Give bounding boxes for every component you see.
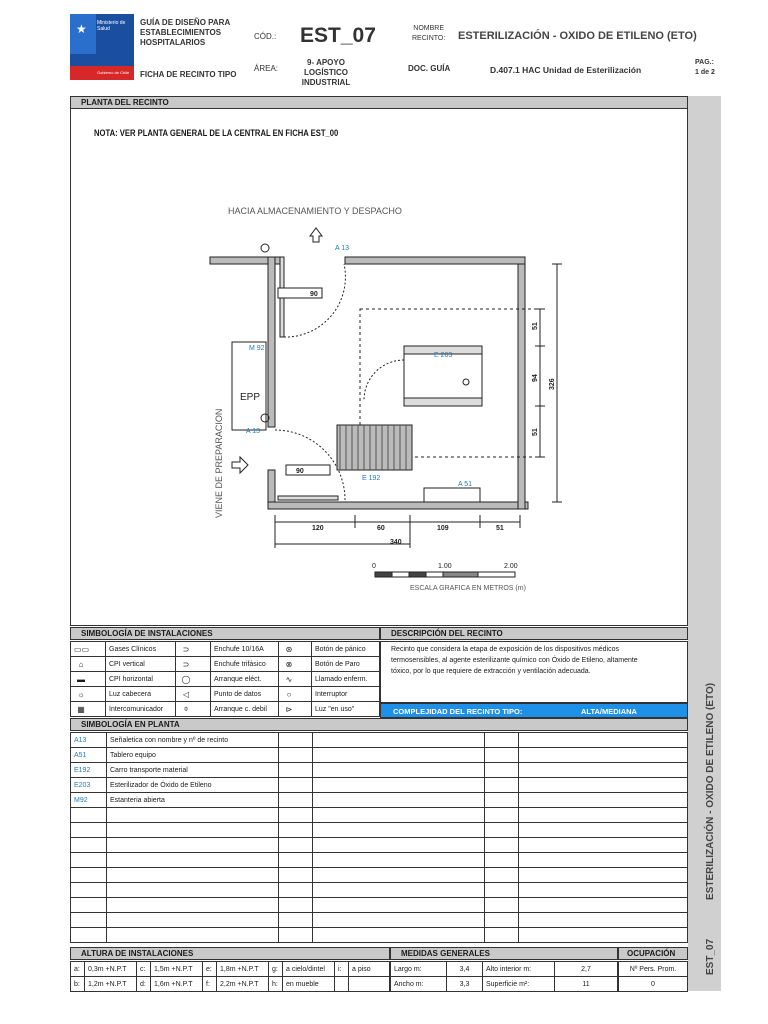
list-item xyxy=(71,868,688,883)
area-value: 9- APOYO LOGÍSTICO INDUSTRIAL xyxy=(301,58,351,87)
list-item xyxy=(71,853,688,868)
wall-bottom xyxy=(268,502,528,509)
svg-text:51: 51 xyxy=(532,428,539,436)
description-title: DESCRIPCIÓN DEL RECINTO xyxy=(380,627,688,640)
plan-symbology-title: SIMBOLOGÍA EN PLANTA xyxy=(70,718,688,731)
symbology-row: ▭▭ Gases Clínicos ⊃ Enchufe 10/16A ⊛ Botón de pánico xyxy=(71,642,380,657)
label-from-prep: VIENE DE PREPARACION xyxy=(214,408,224,518)
svg-text:90: 90 xyxy=(310,291,318,298)
occupation-table: Nº Pers. Prom. 0 xyxy=(618,961,688,992)
side-band-text: EST_07 ESTERILIZACIÓN - OXIDO DE ETILENO (ETO) xyxy=(705,682,716,975)
wall-right xyxy=(518,257,525,509)
cpi-vertical-icon: ⌂ xyxy=(78,659,84,669)
svg-text:109: 109 xyxy=(437,525,449,532)
heights-title: ALTURA DE INSTALACIONES xyxy=(70,947,390,960)
list-item xyxy=(71,808,688,823)
intercom-icon: ▦ xyxy=(77,704,85,714)
symbology-table xyxy=(70,641,380,717)
switch-icon: ○ xyxy=(286,689,292,699)
list-item: M92 Estanteria abierta xyxy=(71,793,688,808)
tag-m92: M 92 xyxy=(249,345,265,352)
symbology-row: ▦ Intercomunicador ⌽ Arranque c. debil ⊳ Luz "en uso" xyxy=(71,702,380,717)
symbology-row: ⌂ CPI vertical ⊃ Enchufe trifásico ⊗ Botón de Paro xyxy=(71,657,380,672)
svg-text:60: 60 xyxy=(377,525,385,532)
svg-text:51: 51 xyxy=(532,322,539,330)
panic-button-icon: ⊛ xyxy=(285,644,293,654)
svg-text:1.00: 1.00 xyxy=(438,563,452,570)
weak-current-icon: ⌽ xyxy=(183,704,189,713)
area-label: ÁREA: xyxy=(254,64,279,73)
gas-icon: ▭▭ xyxy=(74,644,90,654)
cod-label: CÓD.: xyxy=(254,32,277,41)
nurse-call-icon: ∿ xyxy=(285,674,293,684)
doc-label: DOC. GUÍA xyxy=(408,64,451,73)
svg-text:120: 120 xyxy=(312,525,324,532)
panel-a51 xyxy=(424,488,480,502)
scale-label: ESCALA GRAFICA EN METROS (m) xyxy=(410,585,526,592)
list-item xyxy=(71,883,688,898)
svg-text:94: 94 xyxy=(532,374,539,382)
list-item xyxy=(71,898,688,913)
nombre-value: ESTERILIZACIÓN - OXIDO DE ETILENO (ETO) xyxy=(458,30,697,42)
page-number: PAG.: 1 de 2 xyxy=(695,59,715,76)
cod-value: EST_07 xyxy=(300,24,376,47)
door-swing-top xyxy=(284,264,345,337)
wall-left-lower xyxy=(268,470,275,506)
svg-text:2.00: 2.00 xyxy=(504,563,518,570)
list-item: A13 Señaletica con nombre y nº de recinto xyxy=(71,733,688,748)
list-item: A51 Tablero equipo xyxy=(71,748,688,763)
plan-section-title: PLANTA DEL RECINTO xyxy=(70,96,688,109)
symbology-row: ▬ CPI horizontal ◯ Arranque eléct. ∿ Llamado enferm. xyxy=(71,672,380,687)
arrow-up-icon xyxy=(310,228,322,242)
cart-e192 xyxy=(337,425,412,470)
list-item xyxy=(71,823,688,838)
ministry-logo: ★ Ministerio de Salud Gobierno de Chile xyxy=(70,14,134,80)
list-item xyxy=(71,913,688,928)
guide-title: GUÍA DE DISEÑO PARA ESTABLECIMIENTOS HOSPITALARIOS xyxy=(140,18,231,47)
list-item: E203 Esterilizador de Óxido de Etileno xyxy=(71,778,688,793)
svg-text:90: 90 xyxy=(296,468,304,475)
tag-a13-left: A 13 xyxy=(246,428,261,435)
symbology-row: ☼ Luz cabecera ◁ Punto de datos ○ Interruptor xyxy=(71,687,380,702)
wall-top-right xyxy=(345,257,525,264)
plan-note: NOTA: VER PLANTA GENERAL DE LA CENTRAL EN FICHA EST_00 xyxy=(94,128,339,138)
heights-table: a: 0,3m +N.P.T c: 1,5m +N.P.T e: 1,8m +N.P.T g: a cielo/dintel i: a piso b: 1,2m +N.P.T d: 1,6m +N.P.T f: 2,2m +N.P.T h: en mueble xyxy=(70,961,390,992)
list-item: E192 Carro transporte material xyxy=(71,763,688,778)
three-phase-icon: ⊃ xyxy=(182,659,190,669)
head-light-icon: ☼ xyxy=(77,689,85,699)
svg-text:340: 340 xyxy=(390,539,402,546)
label-to-storage: HACIA ALMACENAMIENTO Y DESPACHO xyxy=(228,206,402,216)
plan-symbology-table xyxy=(70,732,688,943)
data-point-icon: ◁ xyxy=(182,689,190,699)
nombre-label: NOMBRE RECINTO: xyxy=(412,25,446,42)
svg-text:51: 51 xyxy=(496,525,504,532)
description-body: Recinto que considera la etapa de exposición de los dispositivos médicos termosensibles, al agente esterilizante químico con Óxido de Etileno, altamente tóxico, por lo que requiere de extracción y ventilación adecuada. xyxy=(380,641,688,703)
list-item xyxy=(71,928,688,943)
label-epp: EPP xyxy=(240,392,261,403)
star-icon: ★ xyxy=(76,22,87,36)
in-use-light-icon: ⊳ xyxy=(285,704,293,714)
subtitle: FICHA DE RECINTO TIPO xyxy=(140,70,237,79)
measures-table: Largo m: 3,4 Alto interior m: 2,7 Ancho m: 3,3 Superficie m²: 11 xyxy=(390,961,618,992)
socket-icon: ⊃ xyxy=(182,644,190,654)
tag-a13-top: A 13 xyxy=(335,245,350,252)
cpi-horizontal-icon: ▬ xyxy=(77,674,85,684)
wall-left-upper xyxy=(268,257,275,427)
svg-text:326: 326 xyxy=(549,378,556,390)
tag-e203: E 203 xyxy=(434,352,453,359)
doc-value: D.407.1 HAC Unidad de Esterilización xyxy=(490,65,642,75)
tag-e192: E 192 xyxy=(362,475,381,482)
symbology-title: SIMBOLOGÍA DE INSTALACIONES xyxy=(70,627,380,640)
tag-a51: A 51 xyxy=(458,481,473,488)
complexity-bar: COMPLEJIDAD DEL RECINTO TIPO: ALTA/MEDIANA xyxy=(380,703,688,718)
stop-button-icon: ⊗ xyxy=(285,659,293,669)
arrow-right-icon xyxy=(232,457,248,473)
list-item xyxy=(71,838,688,853)
measures-title: MEDIDAS GENERALES xyxy=(390,947,618,960)
occupation-title: OCUPACIÓN xyxy=(618,947,688,960)
svg-text:0: 0 xyxy=(372,563,376,570)
power-outlet-icon: ◯ xyxy=(181,674,191,684)
